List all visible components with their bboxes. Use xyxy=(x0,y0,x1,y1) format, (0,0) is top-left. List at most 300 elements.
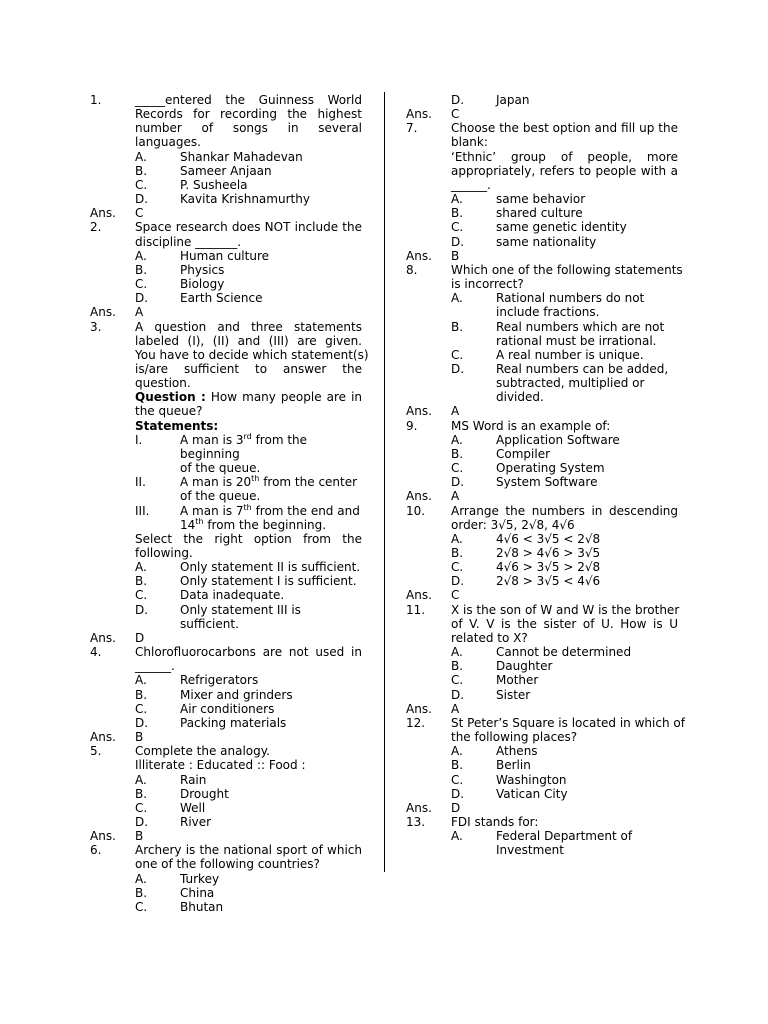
option-text: same genetic identity xyxy=(496,220,627,235)
option-letter: A. xyxy=(135,673,147,688)
answer-row xyxy=(90,305,362,319)
answer-option xyxy=(135,263,362,277)
answer-option xyxy=(451,560,678,574)
answer-value: A xyxy=(451,489,460,504)
question-text-line: Space research does NOT include the xyxy=(135,220,362,235)
answer-option xyxy=(451,532,678,546)
question-text-line: St Peter’s Square is located in which of xyxy=(451,715,685,730)
statement-item-continued xyxy=(135,461,362,475)
answer-row xyxy=(406,588,678,602)
question-number: 2. xyxy=(90,220,102,235)
question-prompt-line xyxy=(135,390,362,404)
answer-option xyxy=(135,900,362,914)
option-text: A real number is unique. xyxy=(496,347,644,362)
option-text: Rational numbers do not xyxy=(496,291,645,306)
question-block xyxy=(90,843,362,914)
answer-label: Ans. xyxy=(406,404,432,419)
answer-row xyxy=(406,702,678,716)
answer-option xyxy=(451,773,678,787)
option-text: Federal Department of xyxy=(496,829,633,844)
answer-option xyxy=(451,659,678,673)
answer-option xyxy=(451,787,678,801)
answer-row xyxy=(406,249,678,263)
option-letter xyxy=(451,843,496,857)
question-text-line: appropriately, refers to people with a xyxy=(451,163,678,178)
answer-option xyxy=(135,801,362,815)
option-letter: B. xyxy=(451,446,464,461)
option-text: Air conditioners xyxy=(180,701,275,716)
option-text: Operating System xyxy=(496,461,605,476)
option-letter: C. xyxy=(135,277,148,292)
option-letter: B. xyxy=(451,758,464,773)
option-letter: A. xyxy=(451,432,463,447)
option-letter: B. xyxy=(135,262,148,277)
answer-option xyxy=(451,829,678,843)
question-body xyxy=(451,93,678,107)
question-number: 4. xyxy=(90,645,102,660)
option-text: Vatican City xyxy=(496,786,568,801)
option-letter: A. xyxy=(135,149,147,164)
answer-option xyxy=(451,390,678,404)
answer-option xyxy=(451,475,678,489)
answer-row xyxy=(90,829,362,843)
answer-value: D xyxy=(135,630,145,645)
statement-indent xyxy=(135,489,180,503)
question-text-line: Arrange the numbers in descending xyxy=(451,503,678,518)
option-text: China xyxy=(180,885,215,900)
question-block xyxy=(90,319,369,631)
option-text: Earth Science xyxy=(180,291,263,306)
answer-label: Ans. xyxy=(406,588,432,603)
statement-number: III. xyxy=(135,503,150,518)
answer-option xyxy=(135,872,362,886)
question-block xyxy=(90,220,362,305)
answer-value: A xyxy=(451,404,460,419)
question-text-line: Complete the analogy. xyxy=(135,744,270,759)
statements-heading: Statements: xyxy=(135,418,219,433)
answer-row xyxy=(406,404,678,418)
answer-option xyxy=(135,164,362,178)
option-text: Investment xyxy=(496,843,564,858)
answer-option xyxy=(135,560,362,574)
question-text-line: FDI stands for: xyxy=(451,814,539,829)
question-text-line: Records for recording the highest xyxy=(135,107,362,122)
answer-value: C xyxy=(451,107,460,122)
option-letter: C. xyxy=(451,220,464,235)
option-text: shared culture xyxy=(496,206,583,221)
option-text: Only statement II is sufficient. xyxy=(180,560,361,575)
option-text: Human culture xyxy=(180,248,269,263)
question-body xyxy=(451,715,685,801)
answer-label: Ans. xyxy=(90,730,116,745)
statement-part: A man is 3 xyxy=(180,432,244,447)
option-text: Real numbers can be added, xyxy=(496,361,669,376)
option-letter: C. xyxy=(135,177,148,192)
answer-option xyxy=(451,362,678,376)
statement-number: II. xyxy=(135,475,146,490)
option-letter xyxy=(451,305,496,319)
answer-option xyxy=(135,150,362,164)
answer-option xyxy=(135,588,362,602)
answer-option xyxy=(135,673,362,687)
answer-option xyxy=(451,206,678,220)
option-text: P. Susheela xyxy=(180,177,248,192)
option-letter: B. xyxy=(135,885,148,900)
statement-superscript: th xyxy=(195,516,204,526)
question-text-line: is/are sufficient to answer the xyxy=(135,361,362,376)
question-block xyxy=(406,504,678,589)
answer-option xyxy=(451,758,678,772)
answer-row xyxy=(406,107,678,121)
left-column xyxy=(90,93,369,914)
statement-item xyxy=(135,433,362,461)
option-letter: D. xyxy=(135,814,149,829)
option-text: 4√6 < 3√5 < 2√8 xyxy=(496,531,601,546)
statement-item xyxy=(135,504,362,518)
option-text: Biology xyxy=(180,277,225,292)
option-letter: B. xyxy=(451,659,464,674)
statement-part: of the queue. xyxy=(180,489,261,504)
question-body xyxy=(451,603,678,702)
statement-part: A man is 20 xyxy=(180,475,252,490)
question-body xyxy=(451,419,678,490)
option-letter: A. xyxy=(135,871,147,886)
question-number: 9. xyxy=(406,418,418,433)
option-text: include fractions. xyxy=(496,305,600,320)
question-block xyxy=(90,744,362,829)
statement-text xyxy=(180,461,362,475)
question-text-line: Illiterate : Educated :: Food : xyxy=(135,758,306,773)
answer-label: Ans. xyxy=(406,248,432,263)
question-text-line: Which one of the following statements xyxy=(451,262,683,277)
option-letter: A. xyxy=(451,291,463,306)
question-text-line: ______. xyxy=(135,659,175,674)
option-letter: C. xyxy=(451,461,464,476)
option-letter: D. xyxy=(135,715,149,730)
statement-text xyxy=(180,475,362,489)
option-letter: B. xyxy=(135,687,148,702)
statement-part: from the center xyxy=(259,475,358,490)
option-text: Only statement I is sufficient. xyxy=(180,574,357,589)
option-text: River xyxy=(180,814,212,829)
option-text: Refrigerators xyxy=(180,673,259,688)
answer-option xyxy=(135,787,362,801)
answer-option xyxy=(451,447,678,461)
answer-option xyxy=(451,645,678,659)
question-text-line: ‘Ethnic’ group of people, more xyxy=(451,149,678,164)
answer-row xyxy=(90,631,362,645)
option-letter: D. xyxy=(451,475,465,490)
question-text-line: order: 3√5, 2√8, 4√6 xyxy=(451,517,575,532)
answer-option xyxy=(451,376,678,390)
answer-value: D xyxy=(451,800,461,815)
option-letter: B. xyxy=(451,546,464,560)
option-text: Physics xyxy=(180,262,225,277)
option-text: Daughter xyxy=(496,659,553,674)
answer-option xyxy=(135,773,362,787)
question-body xyxy=(451,262,683,405)
answer-option xyxy=(135,178,362,192)
question-text-line: MS Word is an example of: xyxy=(451,418,611,433)
answer-option xyxy=(451,320,678,334)
answer-value: B xyxy=(135,730,144,745)
option-text: Washington xyxy=(496,772,567,787)
answer-row xyxy=(406,489,678,503)
option-letter: D. xyxy=(451,361,465,376)
answer-option xyxy=(451,93,678,107)
option-letter: D. xyxy=(135,192,149,207)
option-text: Packing materials xyxy=(180,715,287,730)
answer-option xyxy=(451,744,678,758)
answer-option xyxy=(451,348,678,362)
answer-option xyxy=(135,603,362,631)
question-body xyxy=(135,220,362,305)
question-text-line: the following places? xyxy=(451,730,578,745)
option-letter: D. xyxy=(135,602,149,617)
answer-value: C xyxy=(451,588,460,603)
question-text-line: Archery is the national sport of which xyxy=(135,843,362,858)
question-text-line: ______. xyxy=(451,177,491,192)
question-number: 8. xyxy=(406,262,418,277)
right-column xyxy=(406,93,685,858)
option-letter: B. xyxy=(451,319,464,334)
answer-label: Ans. xyxy=(406,107,432,122)
question-body xyxy=(135,645,362,730)
statement-superscript: th xyxy=(251,474,260,484)
option-text: Turkey xyxy=(180,871,220,886)
option-text: Real numbers which are not xyxy=(496,319,665,334)
option-text: System Software xyxy=(496,475,598,490)
option-text: Shankar Mahadevan xyxy=(180,149,303,164)
option-letter: C. xyxy=(451,347,464,362)
answer-option xyxy=(451,673,678,687)
option-letter: D. xyxy=(451,786,465,801)
statement-part: from the beginning xyxy=(180,432,308,461)
option-letter xyxy=(451,334,496,348)
option-letter: B. xyxy=(135,574,148,589)
question-text-line: Select the right option from the xyxy=(135,531,362,546)
statement-part: from the end and xyxy=(251,503,360,518)
option-text: 2√8 > 3√5 < 4√6 xyxy=(496,574,601,589)
option-text: Rain xyxy=(180,772,207,787)
question-block xyxy=(406,121,678,248)
answer-option xyxy=(451,461,678,475)
statement-text xyxy=(180,504,362,518)
statement-number: I. xyxy=(135,432,143,447)
question-text-line: Chlorofluorocarbons are not used in xyxy=(135,645,362,660)
answer-option xyxy=(135,886,362,900)
option-letter: A. xyxy=(451,829,463,844)
option-text: same nationality xyxy=(496,234,597,249)
option-letter xyxy=(451,390,496,404)
option-letter: C. xyxy=(135,588,148,603)
answer-option xyxy=(451,433,678,447)
answer-label: Ans. xyxy=(406,800,432,815)
option-letter: C. xyxy=(135,701,148,716)
answer-value: A xyxy=(135,305,144,320)
option-text: Cannot be determined xyxy=(496,645,632,660)
statement-item xyxy=(135,475,362,489)
answer-option xyxy=(135,249,362,263)
question-block xyxy=(90,645,362,730)
option-text: subtracted, multiplied or xyxy=(496,376,645,391)
answer-value: B xyxy=(135,829,144,844)
option-text: 2√8 > 4√6 > 3√5 xyxy=(496,546,601,560)
statement-part: of the queue. xyxy=(180,461,261,476)
answer-option xyxy=(451,235,678,249)
question-text-line: A question and three statements xyxy=(135,319,362,334)
answer-option xyxy=(135,291,362,305)
answer-option xyxy=(135,716,362,730)
question-prompt-line: the queue? xyxy=(135,404,203,419)
option-letter: B. xyxy=(451,206,464,221)
statement-text xyxy=(180,489,362,503)
answer-row xyxy=(90,206,362,220)
question-text-line: is incorrect? xyxy=(451,277,524,292)
option-text: Drought xyxy=(180,786,229,801)
answer-row xyxy=(406,801,678,815)
question-text-line: one of the following countries? xyxy=(135,857,320,872)
question-body xyxy=(135,319,369,631)
question-number: 1. xyxy=(90,93,102,107)
answer-option xyxy=(135,192,362,206)
option-letter: D. xyxy=(451,687,465,702)
answer-option xyxy=(135,688,362,702)
option-letter: B. xyxy=(135,163,148,178)
answer-value: C xyxy=(135,206,144,221)
statement-text xyxy=(180,433,362,461)
answer-value: B xyxy=(451,248,460,263)
option-letter: A. xyxy=(451,744,463,759)
statement-part: A man is 7 xyxy=(180,503,244,518)
option-letter: C. xyxy=(451,673,464,688)
question-text-line: X is the son of W and W is the brother xyxy=(451,602,680,617)
question-block xyxy=(90,93,362,206)
option-text: Japan xyxy=(496,93,530,107)
option-text: Mother xyxy=(496,673,539,688)
question-text-line: following. xyxy=(135,546,193,560)
question-number: 7. xyxy=(406,121,418,136)
statement-text xyxy=(180,518,362,532)
option-text: Berlin xyxy=(496,758,531,773)
option-text: Well xyxy=(180,800,206,815)
question-number: 6. xyxy=(90,843,102,858)
option-letter: A. xyxy=(135,560,147,575)
option-letter: B. xyxy=(135,786,148,801)
option-text: divided. xyxy=(496,390,544,405)
answer-option xyxy=(451,220,678,234)
statement-superscript: rd xyxy=(243,431,252,441)
option-text: same behavior xyxy=(496,192,586,207)
answer-label: Ans. xyxy=(90,305,116,320)
answer-label: Ans. xyxy=(406,701,432,716)
question-text-line: discipline _______. xyxy=(135,234,242,249)
question-block xyxy=(406,715,685,801)
question-number: 11. xyxy=(406,602,426,617)
question-number: 3. xyxy=(90,319,102,334)
option-text: Sister xyxy=(496,687,531,702)
statement-item-continued xyxy=(135,489,362,503)
option-letter: C. xyxy=(451,560,464,575)
option-text: Mixer and grinders xyxy=(180,687,293,702)
answer-label: Ans. xyxy=(90,206,116,221)
option-text: Only statement III is sufficient. xyxy=(180,602,301,631)
option-letter: C. xyxy=(451,772,464,787)
answer-option xyxy=(451,291,678,305)
answer-option xyxy=(451,546,678,560)
option-text: Application Software xyxy=(496,432,620,447)
option-letter: C. xyxy=(135,800,148,815)
option-letter: A. xyxy=(451,645,463,660)
option-letter: D. xyxy=(451,574,465,589)
question-body xyxy=(135,744,362,829)
option-text: Kavita Krishnamurthy xyxy=(180,192,310,207)
option-letter: D. xyxy=(135,291,149,306)
answer-option xyxy=(135,702,362,716)
option-text: Sameer Anjaan xyxy=(180,163,272,178)
question-text-line: blank: xyxy=(451,135,488,150)
option-letter: A. xyxy=(451,192,463,207)
answer-label: Ans. xyxy=(90,829,116,844)
column-divider xyxy=(384,92,385,872)
answer-option xyxy=(135,574,362,588)
answer-option xyxy=(451,843,678,857)
question-text-line: related to X? xyxy=(451,630,528,645)
question-block xyxy=(406,603,678,702)
question-number: 12. xyxy=(406,715,426,730)
question-body xyxy=(135,93,362,206)
question-text-line: You have to decide which statement(s) xyxy=(135,347,369,362)
option-text: rational must be irrational. xyxy=(496,333,657,348)
statement-indent xyxy=(135,461,180,475)
option-letter: A. xyxy=(451,531,463,546)
answer-option xyxy=(451,334,678,348)
question-block xyxy=(406,93,678,107)
option-letter: D. xyxy=(451,93,465,107)
statement-superscript: th xyxy=(243,502,252,512)
answer-option xyxy=(135,277,362,291)
question-block xyxy=(406,419,678,490)
option-letter: A. xyxy=(135,248,147,263)
question-body xyxy=(451,121,678,248)
option-letter: A. xyxy=(135,772,147,787)
statement-part: from the beginning. xyxy=(203,517,327,532)
statement-item-continued xyxy=(135,518,362,532)
answer-value: A xyxy=(451,701,460,716)
question-block xyxy=(406,262,683,405)
question-body xyxy=(135,843,362,914)
statement-part: 14 xyxy=(180,517,196,532)
question-number: 10. xyxy=(406,503,426,518)
question-body xyxy=(451,815,678,857)
question-text-line: _____entered the Guinness World xyxy=(135,93,362,107)
option-text: Data inadequate. xyxy=(180,588,285,603)
question-text-line: number of songs in several languages. xyxy=(135,121,362,150)
option-text: Compiler xyxy=(496,446,551,461)
answer-option xyxy=(451,192,678,206)
question-block xyxy=(406,815,678,857)
option-letter: C. xyxy=(135,899,148,914)
option-text: 4√6 > 3√5 > 2√8 xyxy=(496,560,601,575)
question-body xyxy=(451,504,678,589)
answer-row xyxy=(90,730,362,744)
question-text-line: question. xyxy=(135,376,191,391)
question-prompt-label: Question : xyxy=(135,390,206,405)
option-letter xyxy=(451,376,496,390)
option-letter: D. xyxy=(451,234,465,249)
question-text-line: of V. V is the sister of U. How is U xyxy=(451,616,678,631)
answer-label: Ans. xyxy=(90,630,116,645)
